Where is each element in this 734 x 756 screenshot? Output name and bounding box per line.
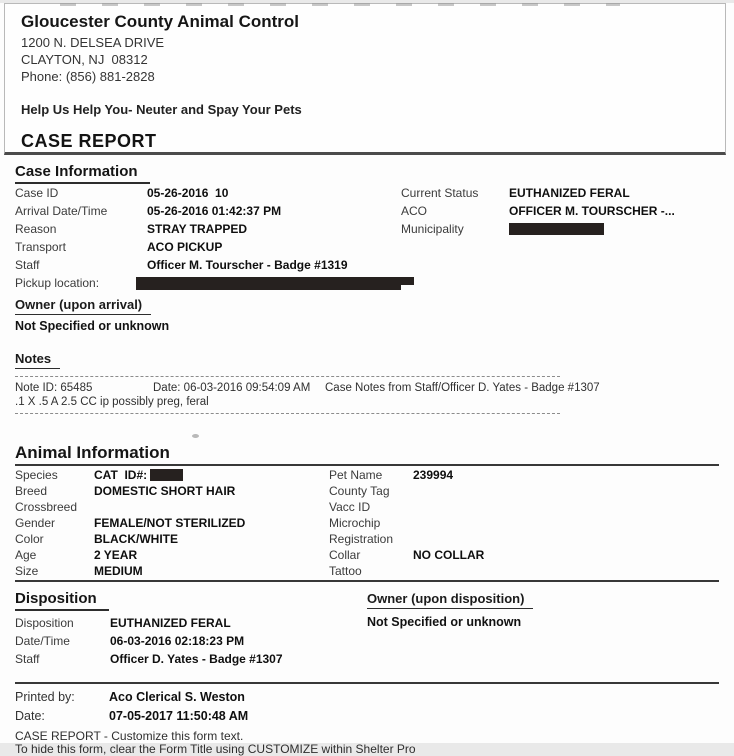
animal-heading-rule [15, 464, 719, 466]
field-label: Crossbreed [15, 500, 78, 514]
field-label: Size [15, 564, 39, 578]
scan-artifact-speck [192, 434, 199, 438]
field-value: EUTHANIZED FERAL [509, 186, 630, 200]
field-label: Printed by: [15, 690, 75, 704]
report-title: CASE REPORT [21, 131, 157, 151]
field-label: Arrival Date/Time [15, 204, 108, 218]
field-value: MEDIUM [94, 564, 143, 578]
field-row-dispo-datetime [15, 634, 367, 652]
field-label: Vacc ID [329, 500, 371, 514]
section-owner-arrival [15, 297, 719, 334]
field-label: Collar [329, 548, 361, 562]
field-label: Transport [15, 240, 66, 254]
field-row-current-status [401, 186, 675, 204]
case-info-right-column [401, 186, 675, 294]
field-row-crossbreed [15, 500, 329, 516]
field-row-gender [15, 516, 329, 532]
field-row-size [15, 564, 329, 580]
note-date: Date: 06-03-2016 09:54:09 AM [153, 382, 311, 394]
form-customize-note-line1: CASE REPORT - Customize this form text. [15, 729, 244, 743]
case-information-heading: Case Information [15, 164, 719, 184]
field-label: Date: [15, 709, 45, 723]
note-meta-row [15, 381, 719, 395]
field-row-vacc-id [329, 500, 484, 516]
notes-divider-bottom [15, 413, 560, 414]
field-row-staff [15, 258, 401, 276]
animal-information-grid [15, 468, 719, 580]
field-label: Pet Name [329, 468, 383, 482]
field-row-breed [15, 484, 329, 500]
field-row-municipality [401, 222, 675, 240]
section-notes [15, 351, 719, 414]
section-footer [15, 690, 719, 756]
redaction-bar-municipality [509, 223, 604, 235]
disposition-rows [15, 616, 367, 670]
field-label: Staff [15, 652, 40, 666]
field-row-age [15, 548, 329, 564]
field-row-reason [15, 222, 401, 240]
field-label: Color [15, 532, 44, 546]
owner-disposition-column [367, 591, 533, 670]
field-row-registration [329, 532, 484, 548]
report-header [4, 3, 726, 155]
field-label: ACO [401, 204, 428, 218]
field-label: Registration [329, 532, 394, 546]
field-value: 2 YEAR [94, 548, 138, 562]
field-row-printed-by [15, 690, 719, 709]
redaction-bar-pickup-location [136, 277, 401, 290]
field-row-aco [401, 204, 675, 222]
field-label: Tattoo [329, 564, 362, 578]
field-label: Breed [15, 484, 48, 498]
field-label: Pickup location: [15, 276, 100, 290]
field-row-print-date [15, 709, 719, 728]
notes-heading: Notes [15, 351, 719, 369]
field-value: OFFICER M. TOURSCHER -... [509, 204, 675, 218]
field-value: Officer D. Yates - Badge #1307 [110, 652, 283, 666]
disposition-heading: Disposition [15, 591, 367, 611]
field-label: Disposition [15, 616, 74, 630]
redaction-bar-animal-id [150, 469, 183, 481]
field-value: Officer M. Tourscher - Badge #1319 [147, 258, 348, 272]
field-label: Microchip [329, 516, 381, 530]
field-value: 07-05-2017 11:50:48 AM [109, 709, 249, 723]
owner-disposition-heading: Owner (upon disposition) [367, 591, 533, 609]
slogan: Help Us Help You- Neuter and Spay Your Pets [21, 102, 302, 117]
field-value: 05-26-2016 10 [147, 186, 229, 200]
footer-divider-rule [15, 682, 719, 684]
note-source: Case Notes from Staff/Officer D. Yates - Badge #1307 [325, 382, 600, 394]
field-value: DOMESTIC SHORT HAIR [94, 484, 236, 498]
owner-arrival-value: Not Specified or unknown [15, 319, 170, 333]
field-label: Staff [15, 258, 40, 272]
section-case-information [15, 164, 719, 294]
field-row-tattoo [329, 564, 484, 580]
field-value: BLACK/WHITE [94, 532, 178, 546]
field-row-color [15, 532, 329, 548]
field-value: 06-03-2016 02:18:23 PM [110, 634, 245, 648]
field-label: Age [15, 548, 37, 562]
field-value: CAT ID#: [94, 468, 183, 482]
field-row-county-tag [329, 484, 484, 500]
report-body [0, 164, 734, 756]
section-animal-information [15, 445, 719, 580]
field-value: FEMALE/NOT STERILIZED [94, 516, 246, 530]
phone-line: Phone: (856) 881-2828 [21, 69, 155, 84]
field-row-microchip [329, 516, 484, 532]
field-value: STRAY TRAPPED [147, 222, 248, 236]
address-line2: CLAYTON, NJ 08312 [21, 52, 148, 67]
scan-artifact-top [60, 3, 620, 6]
owner-disposition-value: Not Specified or unknown [367, 615, 522, 629]
field-label: Case ID [15, 186, 59, 200]
note-id: Note ID: 65485 [15, 382, 93, 394]
case-info-left-column [15, 186, 401, 294]
form-customize-note-line2: To hide this form, clear the Form Title using CUSTOMIZE within Shelter Pro [15, 742, 416, 756]
field-value: 239994 [413, 468, 454, 482]
field-label: Date/Time [15, 634, 70, 648]
field-label: Municipality [401, 222, 464, 236]
field-label: Reason [15, 222, 57, 236]
field-label: Species [15, 468, 58, 482]
field-value: 05-26-2016 01:42:37 PM [147, 204, 282, 218]
animal-information-heading: Animal Information [15, 443, 170, 462]
animal-left-column [15, 468, 329, 580]
field-value: EUTHANIZED FERAL [110, 616, 231, 630]
animal-right-column [329, 468, 484, 580]
field-label: Gender [15, 516, 56, 530]
field-value: Aco Clerical S. Weston [109, 690, 245, 704]
section-disposition [15, 591, 719, 670]
field-row-species [15, 468, 329, 484]
field-row-collar [329, 548, 484, 564]
agency-name: Gloucester County Animal Control [21, 12, 300, 31]
owner-arrival-heading: Owner (upon arrival) [15, 297, 719, 315]
field-row-disposition [15, 616, 367, 634]
notes-divider-top [15, 376, 560, 377]
field-value: ACO PICKUP [147, 240, 223, 254]
field-value: NO COLLAR [413, 548, 485, 562]
field-row-dispo-staff [15, 652, 367, 670]
address-line1: 1200 N. DELSEA DRIVE [21, 35, 165, 50]
field-row-pickup-location [15, 276, 401, 294]
field-row-transport [15, 240, 401, 258]
disposition-left-column [15, 591, 367, 670]
note-text: .1 X .5 A 2.5 CC ip possibly preg, feral [15, 396, 209, 408]
section-divider-rule [15, 580, 719, 582]
field-row-case-id [15, 186, 401, 204]
case-information-grid [15, 186, 719, 294]
field-row-pet-name [329, 468, 484, 484]
field-label: County Tag [329, 484, 390, 498]
field-label: Current Status [401, 186, 479, 200]
case-report-page [0, 3, 734, 756]
field-row-arrival [15, 204, 401, 222]
